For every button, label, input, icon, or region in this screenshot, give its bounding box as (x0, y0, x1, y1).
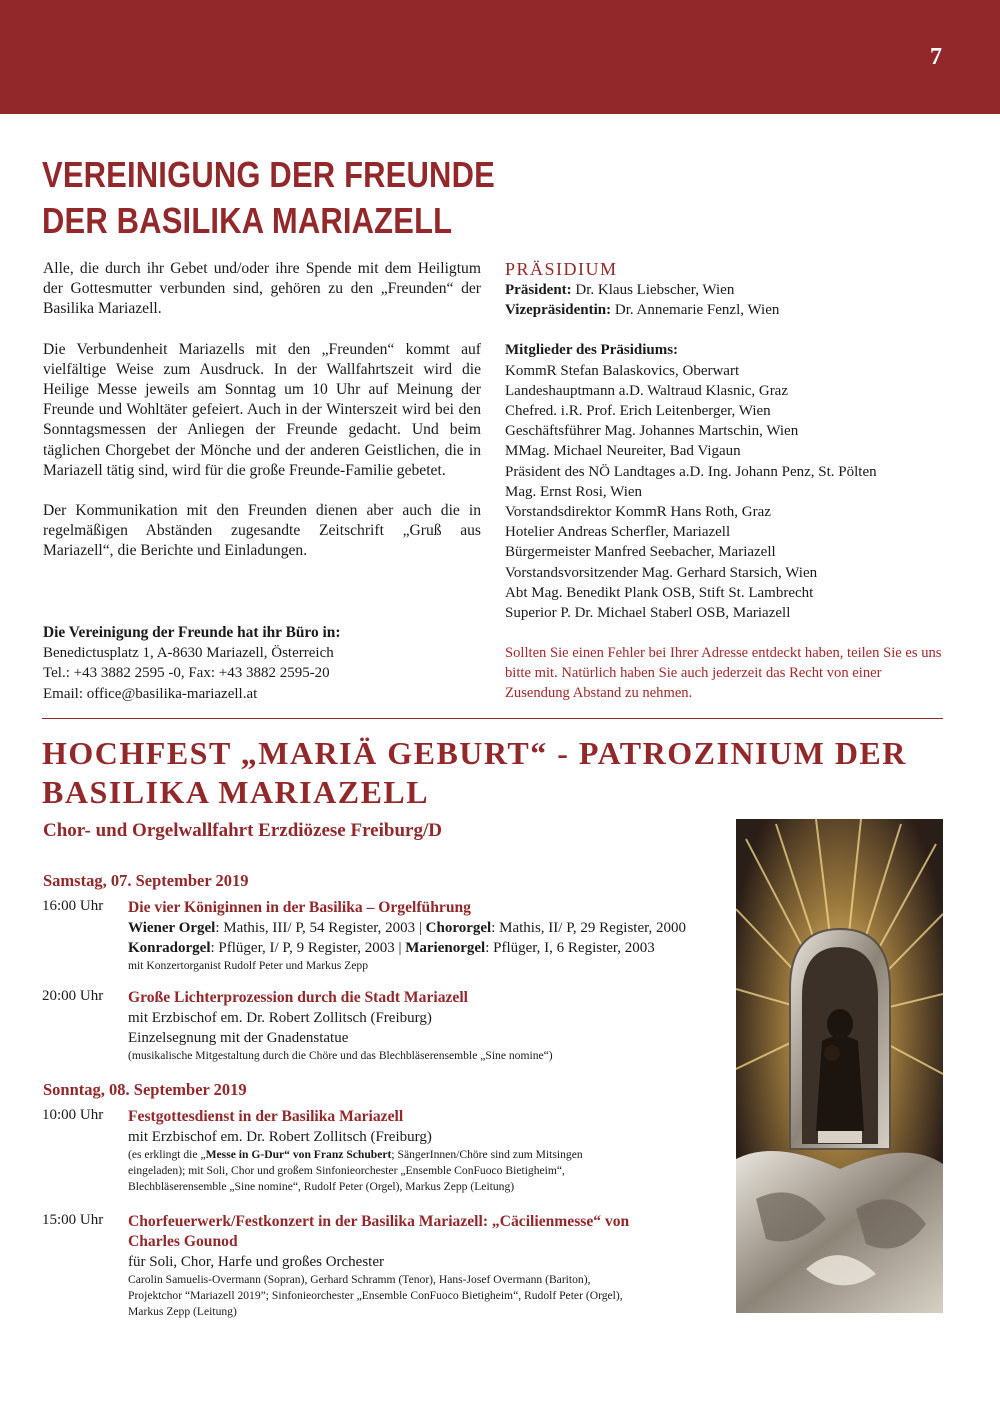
day-label-sunday: Sonntag, 08. September 2019 (43, 1080, 247, 1099)
event-note: Markus Zepp (Leitung) (128, 1305, 237, 1318)
members-heading: Mitglieder des Präsidiums: (505, 342, 679, 359)
member-item: Landeshauptmann a.D. Waltraud Klasnic, Graz (505, 382, 789, 399)
event-time: 10:00 Uhr (42, 1107, 104, 1123)
paragraph: Der Kommunikation mit den Freunden dienen aber auch die in regelmäßigen Abständen zugesandte Zeitschrift „Gruß aus Mariazell“, die Berichte und Einladungen. (43, 502, 481, 560)
section-title-freunde (42, 152, 524, 244)
member-item: Vorstandsvorsitzender Mag. Gerhard Starsich, Wien (505, 564, 818, 581)
member-item: Bürgermeister Manfred Seebacher, Mariazell (505, 544, 776, 561)
event-line: Einzelsegnung mit der Gnadenstatue (128, 1030, 349, 1046)
event-note: Carolin Samuelis-Overmann (Sopran), Gerhard Schramm (Tenor), Hans-Josef Overmann (Bariton), (128, 1273, 591, 1286)
event-time: 15:00 Uhr (42, 1212, 104, 1228)
office-contact (43, 623, 483, 704)
event-note: eingeladen); mit Soli, Chor und großem Sinfonieorchester „Ensemble ConFuoco Bietigheim“, (128, 1164, 565, 1177)
president-label: Präsident: (505, 282, 572, 298)
member-item: Hotelier Andreas Scherfler, Mariazell (505, 524, 731, 541)
president-name: Dr. Klaus Liebscher, Wien (571, 282, 735, 298)
member-item: Abt Mag. Benedikt Plank OSB, Stift St. Lambrecht (505, 584, 814, 601)
paragraph: Alle, die durch ihr Gebet und/oder ihre Spende mit dem Heiligtum der Gottesmutter verbunden sind, gehören zu den „Freunden“ der Basilika Mariazell. (43, 260, 481, 318)
member-item: KommR Stefan Balaskovics, Oberwart (505, 362, 740, 379)
organ-spec: : Pflüger, I, 6 Register, 2003 (485, 940, 655, 956)
event-title: Festgottesdienst in der Basilika Mariazell (128, 1108, 404, 1125)
section-divider (42, 718, 943, 719)
gnadenstatue-photo (736, 819, 943, 1313)
vice-line (505, 300, 945, 320)
vice-name: Dr. Annemarie Fenzl, Wien (611, 302, 780, 319)
organ-spec: : Mathis, III/ P, 54 Register, 2003 | (215, 920, 426, 936)
address-correction-note: Sollten Sie einen Fehler bei Ihrer Adresse entdeckt haben, teilen Sie es uns bitte mit. Natürlich haben Sie auch jederzeit das Recht von einer Zusendung Abstand zu nehmen. (505, 645, 942, 702)
president-line (505, 280, 945, 300)
event-note (128, 1147, 738, 1163)
header-bar (0, 0, 1000, 114)
event-line: für Soli, Chor, Harfe und großes Orchester (128, 1254, 384, 1270)
praesidium-heading: PRÄSIDIUM (505, 259, 618, 279)
section-title-hochfest (42, 734, 942, 812)
organ-spec: : Mathis, II/ P, 29 Register, 2000 (491, 920, 687, 936)
organ-name: Konradorgel (128, 940, 211, 956)
note-text: (es erklingt die „ (128, 1148, 206, 1161)
organ-line (128, 938, 738, 958)
members-list (505, 340, 945, 623)
intro-text (43, 259, 481, 582)
office-email[interactable]: Email: office@basilika-mariazell.at (43, 685, 258, 702)
event-time: 16:00 Uhr (42, 898, 104, 914)
title-line: HOCHFEST „MARIÄ GEBURT“ - PATROZINIUM DER (42, 735, 907, 771)
statue-image (736, 819, 943, 1313)
event-line: mit Erzbischof em. Dr. Robert Zollitsch (Freiburg) (128, 1010, 432, 1026)
event-line: mit Erzbischof em. Dr. Robert Zollitsch (Freiburg) (128, 1129, 432, 1145)
title-line: BASILIKA MARIAZELL (42, 774, 430, 810)
note-text: ; SängerInnen/Chöre sind zum Mitsingen (391, 1148, 583, 1161)
event-note: (musikalische Mitgestaltung durch die Chöre und das Blechbläserensemble „Sine nomine“) (128, 1049, 553, 1062)
event-title: Charles Gounod (128, 1233, 238, 1250)
organ-line (128, 918, 738, 938)
paragraph: Die Verbundenheit Mariazells mit den „Freunden“ kommt auf vielfältige Weise zum Ausdruck. In der Wallfahrtszeit wird die Heilige Messe jeweils am Sonntag um 10 Uhr auf Meinung der Freunde und Wohltäter gefeiert. Auch in der Winterszeit wird bei den Sonntagsmessen der Anliegen der Freunde gedacht. Und beim täglichen Chorgebet der Mönche und der anderen Geistlichen, die in Mariazell tätig sind, wird für die große Freunde-Familie gebetet. (43, 340, 481, 479)
event-title: Chorfeuerwerk/Festkonzert in der Basilika Mariazell: „Cäcilienmesse“ von (128, 1213, 630, 1230)
member-item: Geschäftsführer Mag. Johannes Martschin, Wien (505, 423, 799, 440)
office-address: Benedictusplatz 1, A-8630 Mariazell, Österreich (43, 645, 334, 662)
event-note: Blechbläserensemble „Sine nomine“, Rudolf Peter (Orgel), Markus Zepp (Leitung) (128, 1180, 515, 1193)
organ-name: Wiener Orgel (128, 920, 216, 936)
organ-name: Chororgel (425, 920, 492, 936)
title-line: DER BASILIKA MARIAZELL (42, 200, 453, 241)
vice-label: Vizepräsidentin: (505, 302, 612, 319)
member-item: Superior P. Dr. Michael Staberl OSB, Mariazell (505, 605, 791, 622)
member-item: Präsident des NÖ Landtages a.D. Ing. Johann Penz, St. Pölten (505, 463, 877, 480)
page-number: 7 (930, 44, 942, 70)
member-item: Chefred. i.R. Prof. Erich Leitenberger, Wien (505, 403, 771, 420)
section-subtitle: Chor- und Orgelwallfahrt Erzdiözese Freiburg/D (43, 820, 442, 841)
member-item: Mag. Ernst Rosi, Wien (505, 483, 643, 500)
event-note: Projektchor “Mariazell 2019”; Sinfonieorchester „Ensemble ConFuoco Bietigheim“, Rudolf Peter (Orgel), (128, 1289, 623, 1302)
office-heading: Die Vereinigung der Freunde hat ihr Büro in: (43, 624, 341, 641)
day-label-saturday: Samstag, 07. September 2019 (43, 871, 249, 890)
event-note: mit Konzertorganist Rudolf Peter und Markus Zepp (128, 959, 368, 972)
office-phone: Tel.: +43 3882 2595 -0, Fax: +43 3882 2595-20 (43, 665, 330, 682)
member-item: Vorstandsdirektor KommR Hans Roth, Graz (505, 504, 771, 521)
event-time: 20:00 Uhr (42, 988, 104, 1004)
note-highlight: Messe in G-Dur“ von Franz Schubert (205, 1148, 392, 1161)
organ-name: Marienorgel (405, 940, 486, 956)
member-item: MMag. Michael Neureiter, Bad Vigaun (505, 443, 741, 460)
event-title: Die vier Königinnen in der Basilika – Orgelführung (128, 899, 471, 916)
praesidium-block (505, 258, 945, 623)
title-line: VEREINIGUNG DER FREUNDE (42, 154, 495, 195)
event-title: Große Lichterprozession durch die Stadt Mariazell (128, 989, 469, 1006)
organ-spec: : Pflüger, I/ P, 9 Register, 2003 | (210, 940, 406, 956)
